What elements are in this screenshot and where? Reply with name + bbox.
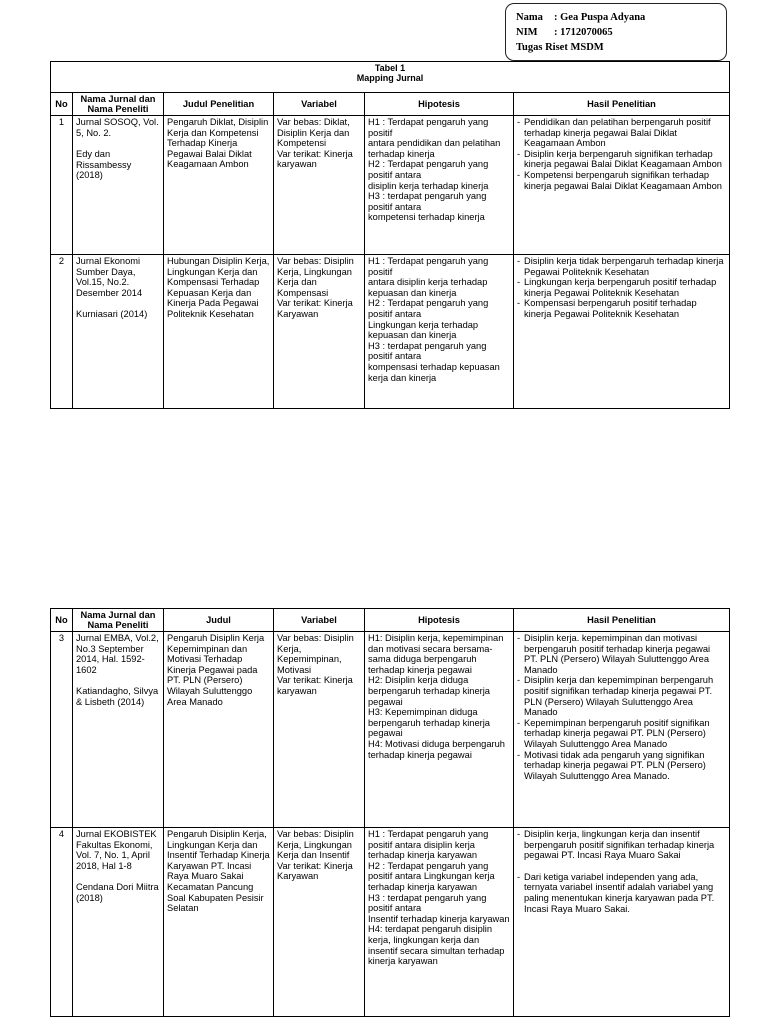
hipotesis-line: H1 : Terdapat pengaruh yang positif (368, 256, 489, 277)
hipotesis-line: antara disiplin kerja terhadap kepuasan dan kinerja (368, 277, 488, 298)
hipotesis-line: H4: Motivasi diduga berpengaruh terhadap kinerja pegawai (368, 738, 505, 760)
table-caption-row (51, 62, 730, 93)
header-no: No (51, 93, 73, 116)
cell-judul: Hubungan Disiplin Kerja, Lingkungan Kerja dan Kompensasi Terhadap Kepuasan Kerja dan Kinerja Pada Pegawai Politeknik Kesehatan (164, 255, 274, 409)
hipotesis-line: H4: terdapat pengaruh disiplin kerja, lingkungan kerja dan insentif secara simultan terhadap kinerja karyawan (368, 924, 505, 967)
hipotesis-line: terhadap kinerja (368, 148, 435, 159)
assignment-title: Tugas Riset MSDM (516, 42, 604, 53)
hasil-list (517, 829, 726, 914)
hasil-item: - Kepemimpinan berpengaruh positif signifikan terhadap kinerja pegawai PT. PLN (Persero) Wilayah Suluttenggo Area Manado (517, 718, 726, 750)
hasil-list (517, 633, 726, 781)
header-judul: Judul (164, 609, 274, 632)
peneliti-name: Edy dan Rissambessy (2018) (76, 149, 132, 181)
hipotesis-line: kompetensi terhadap kinerja (368, 212, 485, 223)
var-bebas: Var bebas: Disiplin Kerja, Lingkungan Kerja dan Insentif (277, 829, 354, 861)
hasil-item: - Motivasi tidak ada pengaruh yang signifikan terhadap kinerja pegawai PT. PLN (Persero) Wilayah Suluttenggo Area Manado. (517, 750, 726, 782)
var-bebas: Var bebas: Diklat, Disiplin Kerja dan Kompetensi (277, 117, 350, 149)
var-bebas: Var bebas: Disiplin Kerja, Kepemimpinan, Motivasi (277, 633, 354, 675)
hasil-list (517, 256, 726, 320)
table-row (51, 116, 730, 255)
hipotesis-line: H3 : terdapat pengaruh yang positif antara (368, 191, 487, 212)
student-nim-row (516, 25, 716, 40)
hipotesis-line: H1 : Terdapat pengaruh yang positif antara disiplin kerja terhadap kinerja karyawan (368, 829, 489, 861)
hasil-list (517, 117, 726, 191)
cell-variabel (274, 116, 365, 255)
hasil-item: - Kompetensi berpengaruh signifikan terhadap kinerja pegawai Balai Diklat Keagamaan Ambon (517, 170, 726, 191)
hasil-item: - Lingkungan kerja berpengaruh positif terhadap kinerja Pegawai Politeknik Kesehatan (517, 277, 726, 298)
jurnal-name: Jurnal Ekonomi Sumber Daya, Vol.15, No.2. Desember 2014 (76, 256, 143, 298)
table-header-row (51, 609, 730, 632)
var-terikat: Var terikat: Kinerja karyawan (277, 148, 353, 170)
hasil-item: - Disiplin kerja berpengaruh signifikan terhadap kinerja pegawai Balai Diklat Keagamaan Ambon (517, 149, 726, 170)
hipotesis-line: Insentif terhadap kinerja karyawan (368, 913, 510, 924)
table-header-row (51, 93, 730, 116)
cell-variabel (274, 828, 365, 1017)
table-caption-number: Tabel 1 (374, 63, 406, 73)
header-hipotesis: Hipotesis (365, 93, 514, 116)
cell-hipotesis (365, 116, 514, 255)
mapping-table-2 (50, 608, 730, 1017)
cell-nama-jurnal (73, 632, 164, 828)
student-name-row (516, 10, 716, 25)
header-nama-jurnal: Nama Jurnal dan Nama Peneliti (73, 93, 164, 116)
hipotesis-line: H2 : Terdapat pengaruh yang positif antara (368, 159, 489, 180)
mapping-table-1 (50, 61, 730, 409)
hipotesis-line: Lingkungan kerja terhadap kepuasan dan kinerja (368, 319, 479, 341)
hasil-item: - Pendidikan dan pelatihan berpengaruh positif terhadap kinerja pegawai Balai Diklat Keagamaan Ambon (517, 117, 726, 149)
cell-nama-jurnal (73, 116, 164, 255)
cell-hasil (514, 828, 730, 1017)
cell-variabel (274, 632, 365, 828)
name-label: Nama (516, 12, 543, 23)
var-bebas: Var bebas: Disiplin Kerja, Lingkungan Kerja dan Kompensasi (277, 256, 354, 298)
peneliti-name: Katiandagho, Silvya & Lisbeth (2014) (76, 686, 159, 707)
hipotesis-line: H2 : Terdapat pengaruh yang positif antara (368, 298, 489, 319)
hipotesis-line: H2: Disiplin kerja diduga berpengaruh terhadap kinerja pegawai (368, 675, 490, 707)
header-variabel: Variabel (274, 93, 365, 116)
hipotesis-line: H3 : terdapat pengaruh yang positif antara (368, 340, 487, 362)
header-variabel: Variabel (274, 609, 365, 632)
cell-hipotesis (365, 632, 514, 828)
cell-variabel (274, 255, 365, 409)
hasil-item: - Disiplin kerja dan kepemimpinan berpengaruh positif signifikan terhadap kinerja pegawai PT. PLN (Persero) Wilayah Suluttenggo Area Manado (517, 675, 726, 717)
cell-judul: Pengaruh Disiplin Kerja, Lingkungan Kerja dan Insentif Terhadap Kinerja Karyawan PT. Incasi Raya Muaro Sakai Kecamatan Pancung Soal Kabupaten Pesisir Selatan (164, 828, 274, 1017)
cell-judul: Pengaruh Disiplin Kerja Kepemimpinan dan Motivasi Terhadap Kinerja Pegawai pada PT. PLN (Persero) Wilayah Suluttenggo Area Manado (164, 632, 274, 828)
cell-hipotesis (365, 255, 514, 409)
cell-no: 1 (51, 116, 73, 255)
header-nama-jurnal: Nama Jurnal dan Nama Peneliti (73, 609, 164, 632)
cell-hasil (514, 255, 730, 409)
peneliti-name: Cendana Dori Miitra (2018) (76, 882, 159, 903)
name-value: : Gea Puspa Adyana (554, 12, 646, 23)
header-hasil: Hasil Penelitian (514, 609, 730, 632)
table-caption (51, 62, 730, 93)
header-hipotesis: Hipotesis (365, 609, 514, 632)
hipotesis-line: disiplin kerja terhadap kinerja (368, 180, 489, 191)
table-row (51, 255, 730, 409)
var-terikat: Var terikat: Kinerja karyawan (277, 675, 353, 696)
jurnal-name: Jurnal SOSOQ, Vol. 5, No. 2. (76, 117, 159, 138)
jurnal-name: Jurnal EMBA, Vol.2, No.3 September 2014, Hal. 1592-1602 (76, 633, 159, 675)
hipotesis-line: H1: Disiplin kerja, kepemimpinan dan motivasi secara bersama-sama diduga berpengaruh terhadap kinerja pegawai (368, 633, 504, 675)
hipotesis-line: H2 : Terdapat pengaruh yang positif antara Lingkungan kerja terhadap kinerja karyawan (368, 860, 495, 892)
cell-hasil (514, 632, 730, 828)
hasil-item: - Disiplin kerja, lingkungan kerja dan insentif berpengaruh positif signifikan terhadap kinerja pegawai PT. Incasi Raya Muaro Sakai (517, 829, 726, 861)
var-terikat: Var terikat: Kinerja Karyawan (277, 298, 353, 319)
table-row (51, 632, 730, 828)
hasil-item: - Kompensasi berpengaruh positif terhadap kinerja Pegawai Politeknik Kesehatan (517, 298, 726, 319)
hasil-item: - Disiplin kerja tidak berpengaruh terhadap kinerja Pegawai Politeknik Kesehatan (517, 256, 726, 277)
cell-judul: Pengaruh Diklat, Disiplin Kerja dan Kompetensi Terhadap Kinerja Pegawai Balai Diklat Keagamaan Ambon (164, 116, 274, 255)
cell-no: 2 (51, 255, 73, 409)
hipotesis-line: antara pendidikan dan pelatihan (368, 138, 501, 149)
hasil-item: - Disiplin kerja. kepemimpinan dan motivasi berpengaruh positif terhadap kinerja pegawai PT. PLN (Persero) Wilayah Suluttenggo Area Manado (517, 633, 726, 675)
cell-nama-jurnal (73, 255, 164, 409)
cell-nama-jurnal (73, 828, 164, 1017)
cell-no: 4 (51, 828, 73, 1017)
table-caption-title: Mapping Jurnal (356, 73, 424, 83)
cell-hasil (514, 116, 730, 255)
header-no: No (51, 609, 73, 632)
student-info-box (505, 3, 727, 61)
cell-hipotesis (365, 828, 514, 1017)
jurnal-name: Jurnal EKOBISTEK Fakultas Ekonomi, Vol. 7, No. 1, April 2018, Hal 1-8 (76, 829, 157, 871)
hipotesis-line: H3: Kepemimpinan diduga berpengaruh terhadap kinerja pegawai (368, 707, 490, 739)
table-row (51, 828, 730, 1017)
var-terikat: Var terikat: Kinerja Karyawan (277, 860, 353, 882)
nim-label: NIM (516, 27, 538, 38)
header-hasil: Hasil Penelitian (514, 93, 730, 116)
hipotesis-line: kompensasi terhadap kepuasan kerja dan kinerja (368, 361, 500, 383)
header-judul: Judul Penelitian (164, 93, 274, 116)
nim-value: : 1712070065 (554, 27, 613, 38)
peneliti-name: Kurniasari (2014) (76, 309, 148, 320)
hasil-item: - Dari ketiga variabel independen yang ada, ternyata variabel insentif adalah variabel yang paling menentukan kinerja karyawan pada PT. Incasi Raya Muaro Sakai. (517, 872, 726, 914)
hipotesis-line: H1 : Terdapat pengaruh yang positif (368, 117, 489, 138)
cell-no: 3 (51, 632, 73, 828)
hipotesis-line: H3 : terdapat pengaruh yang positif antara (368, 892, 487, 914)
